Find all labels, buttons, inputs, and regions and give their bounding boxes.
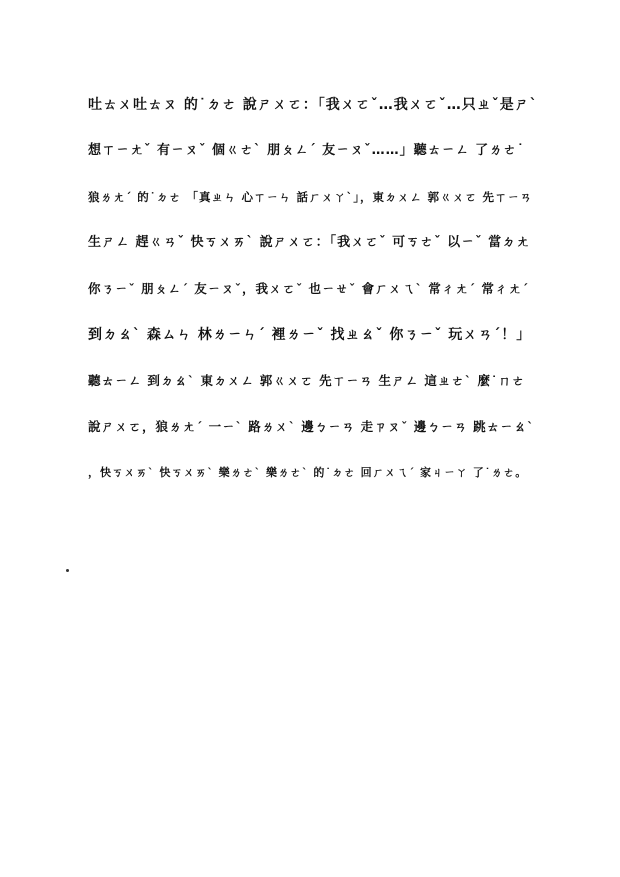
- text-line: [88, 220, 543, 266]
- story-text: [88, 82, 543, 496]
- line-text: ，快ㄎㄨㄞˋ 快ㄎㄨㄞˋ 樂ㄌㄜˋ 樂ㄌㄜˋ 的˙ㄉㄜ 回ㄏㄨㄟˊ 家ㄐㄧㄚ 了˙ㄌㄜ。: [88, 466, 528, 479]
- line-text: 吐ㄊㄨ吐ㄊㄡ 的˙ㄉㄜ 說ㄕㄨㄛ：「我ㄨㄛˇ…我ㄨㄛˇ…只ㄓˇ是ㄕˋ: [88, 97, 538, 113]
- text-line: [88, 358, 543, 404]
- text-line: [88, 82, 543, 128]
- line-text: 到ㄉㄠˋ 森ㄙㄣ 林ㄌㄧㄣˊ 裡ㄌㄧˇ 找ㄓㄠˇ 你ㄋㄧˇ 玩ㄨㄢˊ！」: [88, 327, 532, 343]
- text-line: [88, 404, 543, 450]
- line-text: 生ㄕㄥ 趕ㄍㄢˇ 快ㄎㄨㄞˋ 說ㄕㄨㄛ：「我ㄨㄛˇ 可ㄎㄜˇ 以ㄧˇ 當ㄉㄤ: [88, 235, 531, 250]
- text-line: [88, 450, 543, 496]
- text-line: [88, 174, 543, 220]
- line-text: 想ㄒㄧㄤˇ 有ㄧㄡˇ 個ㄍㄜˋ 朋ㄆㄥˊ 友ㄧㄡˇ……」聽ㄊㄧㄥ 了ㄌㄜ˙: [88, 143, 525, 158]
- scan-speck: [66, 569, 69, 572]
- text-line: [88, 128, 543, 174]
- line-text: 你ㄋㄧˇ 朋ㄆㄥˊ 友ㄧㄡˇ，我ㄨㄛˇ 也ㄧㄝˇ 會ㄏㄨㄟˋ 常ㄔㄤˊ 常ㄔㄤˊ: [88, 281, 530, 296]
- text-line: [88, 266, 543, 312]
- line-text: 狼ㄌㄤˊ 的˙ㄉㄜ 「真ㄓㄣ 心ㄒㄧㄣ 話ㄏㄨㄚˋ」，東ㄉㄨㄥ 郭ㄍㄨㄛ 先ㄒㄧㄢ: [88, 190, 533, 204]
- line-text: 聽ㄊㄧㄥ 到ㄉㄠˋ 東ㄉㄨㄥ 郭ㄍㄨㄛ 先ㄒㄧㄢ 生ㄕㄥ 這ㄓㄜˋ 麼˙ㄇㄜ: [88, 373, 526, 388]
- text-line: [88, 312, 543, 358]
- line-text: 說ㄕㄨㄛ，狼ㄌㄤˊ 一ㄧˋ 路ㄌㄨˋ 邊ㄅㄧㄢ 走ㄗㄡˇ 邊ㄅㄧㄢ 跳ㄊㄧㄠˋ: [88, 419, 535, 434]
